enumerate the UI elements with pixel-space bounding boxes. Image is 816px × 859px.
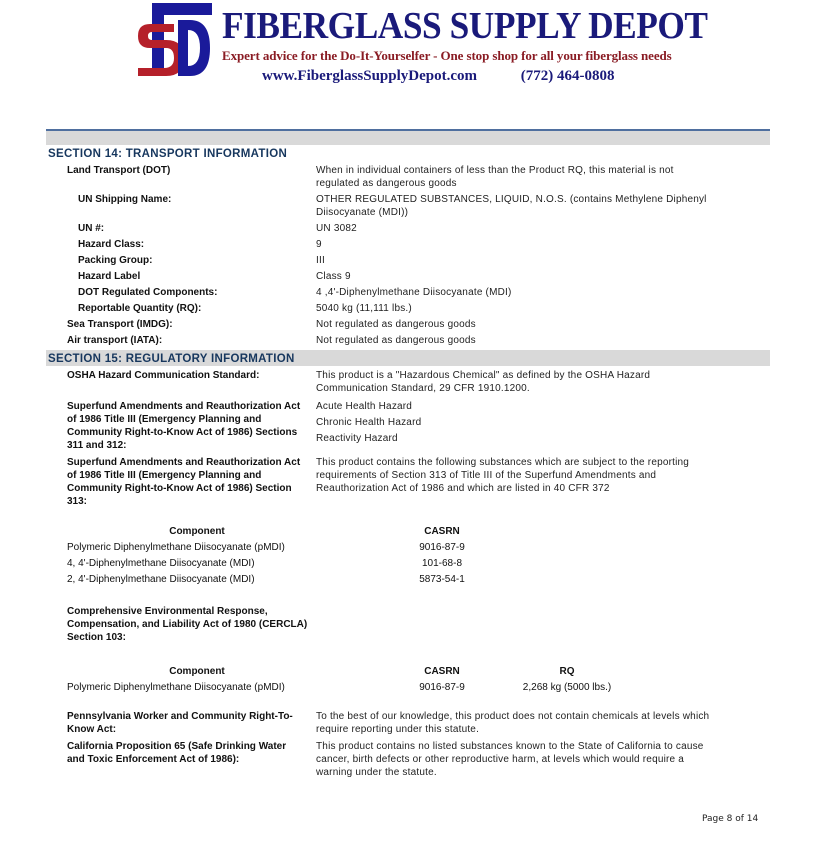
row-label: Sea Transport (IMDG): bbox=[67, 319, 173, 330]
sd-logo-icon bbox=[134, 2, 212, 78]
row-value: This product contains no listed substances known to the State of California to cause cancer, birth defects or other reproductive harm, at levels which would require a warning under the statute. bbox=[316, 741, 704, 778]
row-label: UN Shipping Name: bbox=[78, 194, 172, 205]
row-value: UN 3082 bbox=[316, 223, 357, 234]
table-row bbox=[67, 540, 770, 556]
row-label: OSHA Hazard Communication Standard: bbox=[67, 370, 260, 381]
row-label: Hazard Label bbox=[78, 271, 141, 282]
row-value: III bbox=[316, 255, 325, 266]
phone-number: (772) 464-0808 bbox=[520, 68, 615, 84]
table-row bbox=[67, 556, 770, 572]
table-header-row bbox=[67, 664, 770, 680]
component-cell: Polymeric Diphenylmethane Diisocyanate (pMDI) bbox=[67, 542, 285, 553]
row-value: To the best of our knowledge, this product does not contain chemicals at levels which require reporting under this statute. bbox=[316, 711, 710, 735]
sara-313-row bbox=[46, 456, 770, 508]
hazard-item: Acute Health Hazard bbox=[316, 401, 413, 412]
column-header-casrn: CASRN bbox=[424, 666, 460, 677]
row-value: OTHER REGULATED SUBSTANCES, LIQUID, N.O.S. (contains Methylene Diphenyl Diisocyanate (MDI)) bbox=[316, 194, 707, 218]
table-row bbox=[67, 680, 770, 696]
row-value: 9 bbox=[316, 239, 322, 250]
row-label: Superfund Amendments and Reauthorization Act of 1986 Title III (Emergency Planning and Community Right-to-Know Act of 1986) Section 313: bbox=[67, 457, 301, 507]
column-header-component: Component bbox=[169, 526, 225, 537]
reportable-quantity-row bbox=[46, 302, 770, 315]
casrn-cell: 5873-54-1 bbox=[419, 574, 465, 585]
section-15-header: SECTION 15: REGULATORY INFORMATION bbox=[46, 350, 770, 366]
dot-components-row bbox=[46, 286, 770, 299]
cercla-table bbox=[67, 664, 770, 696]
row-label: Superfund Amendments and Reauthorization Act of 1986 Title III (Emergency Planning and Community Right-to-Know Act of 1986) Sections 311 and 312: bbox=[67, 401, 301, 451]
section-14-header: SECTION 14: TRANSPORT INFORMATION bbox=[48, 148, 288, 160]
pennsylvania-row bbox=[46, 710, 770, 736]
packing-group-row bbox=[46, 254, 770, 267]
row-label: Reportable Quantity (RQ): bbox=[78, 303, 202, 314]
row-label: Packing Group: bbox=[78, 255, 153, 266]
row-label: Land Transport (DOT) bbox=[67, 165, 171, 176]
top-band-divider bbox=[46, 129, 770, 145]
component-cell: 4, 4'-Diphenylmethane Diisocyanate (MDI) bbox=[67, 558, 255, 569]
hazard-item: Reactivity Hazard bbox=[316, 433, 398, 444]
page-number: Page 8 of 14 bbox=[702, 814, 759, 824]
row-value bbox=[316, 400, 716, 452]
row-value: When in individual containers of less than the Product RQ, this material is not regulated as dangerous goods bbox=[316, 165, 674, 189]
company-banner bbox=[130, 0, 708, 90]
hazard-label-row bbox=[46, 270, 770, 283]
column-header-rq: RQ bbox=[559, 666, 575, 677]
sds-document bbox=[46, 129, 770, 779]
row-label: UN #: bbox=[78, 223, 105, 234]
sara-313-table bbox=[67, 524, 770, 588]
row-value: Class 9 bbox=[316, 271, 351, 282]
hazard-item: Chronic Health Hazard bbox=[316, 417, 422, 428]
cercla-label: Comprehensive Environmental Response, Compensation, and Liability Act of 1980 (CERCLA) Section 103: bbox=[67, 606, 308, 643]
row-value: This product contains the following substances which are subject to the reporting requirements of Section 313 of Title III of the Superfund Amendments and Reauthorization Act of 1986 and which are listed in 40 CFR 372 bbox=[316, 457, 690, 494]
hazard-class-row bbox=[46, 238, 770, 251]
osha-row bbox=[46, 369, 770, 395]
table-header-row bbox=[67, 524, 770, 540]
website-link[interactable]: www.FiberglassSupplyDepot.com bbox=[262, 68, 478, 84]
california-prop65-row bbox=[46, 740, 770, 779]
row-label: Air transport (IATA): bbox=[67, 335, 163, 346]
un-number-row bbox=[46, 222, 770, 235]
row-value: 4 ,4'-Diphenylmethane Diisocyanate (MDI) bbox=[316, 287, 512, 298]
row-label: DOT Regulated Components: bbox=[78, 287, 218, 298]
un-shipping-name-row bbox=[46, 193, 770, 219]
air-transport-row bbox=[46, 334, 770, 347]
column-header-casrn: CASRN bbox=[424, 526, 460, 537]
row-label: Pennsylvania Worker and Community Right-To-Know Act: bbox=[67, 711, 293, 735]
column-header-component: Component bbox=[169, 666, 225, 677]
row-label: California Proposition 65 (Safe Drinking Water and Toxic Enforcement Act of 1986): bbox=[67, 741, 287, 765]
company-name: FIBERGLASS SUPPLY DEPOT bbox=[222, 5, 708, 47]
company-tagline: Expert advice for the Do-It-Yourselfer - One stop shop for all your fiberglass needs bbox=[222, 48, 672, 63]
row-value: This product is a "Hazardous Chemical" as defined by the OSHA Hazard Communication Standard, 29 CFR 1910.1200. bbox=[316, 370, 651, 394]
sea-transport-row bbox=[46, 318, 770, 331]
company-contact bbox=[262, 68, 615, 85]
component-cell: 2, 4'-Diphenylmethane Diisocyanate (MDI) bbox=[67, 574, 255, 585]
sara-311-312-row bbox=[46, 400, 770, 452]
land-transport-row bbox=[46, 164, 770, 190]
rq-cell: 2,268 kg (5000 lbs.) bbox=[522, 682, 612, 693]
row-value: 5040 kg (11,111 lbs.) bbox=[316, 303, 412, 314]
row-value: Not regulated as dangerous goods bbox=[316, 335, 476, 346]
row-value: Not regulated as dangerous goods bbox=[316, 319, 476, 330]
component-cell: Polymeric Diphenylmethane Diisocyanate (pMDI) bbox=[67, 682, 285, 693]
table-row bbox=[67, 572, 770, 588]
casrn-cell: 9016-87-9 bbox=[419, 542, 465, 553]
row-label: Hazard Class: bbox=[78, 239, 145, 250]
casrn-cell: 101-68-8 bbox=[421, 558, 463, 569]
casrn-cell: 9016-87-9 bbox=[419, 682, 465, 693]
